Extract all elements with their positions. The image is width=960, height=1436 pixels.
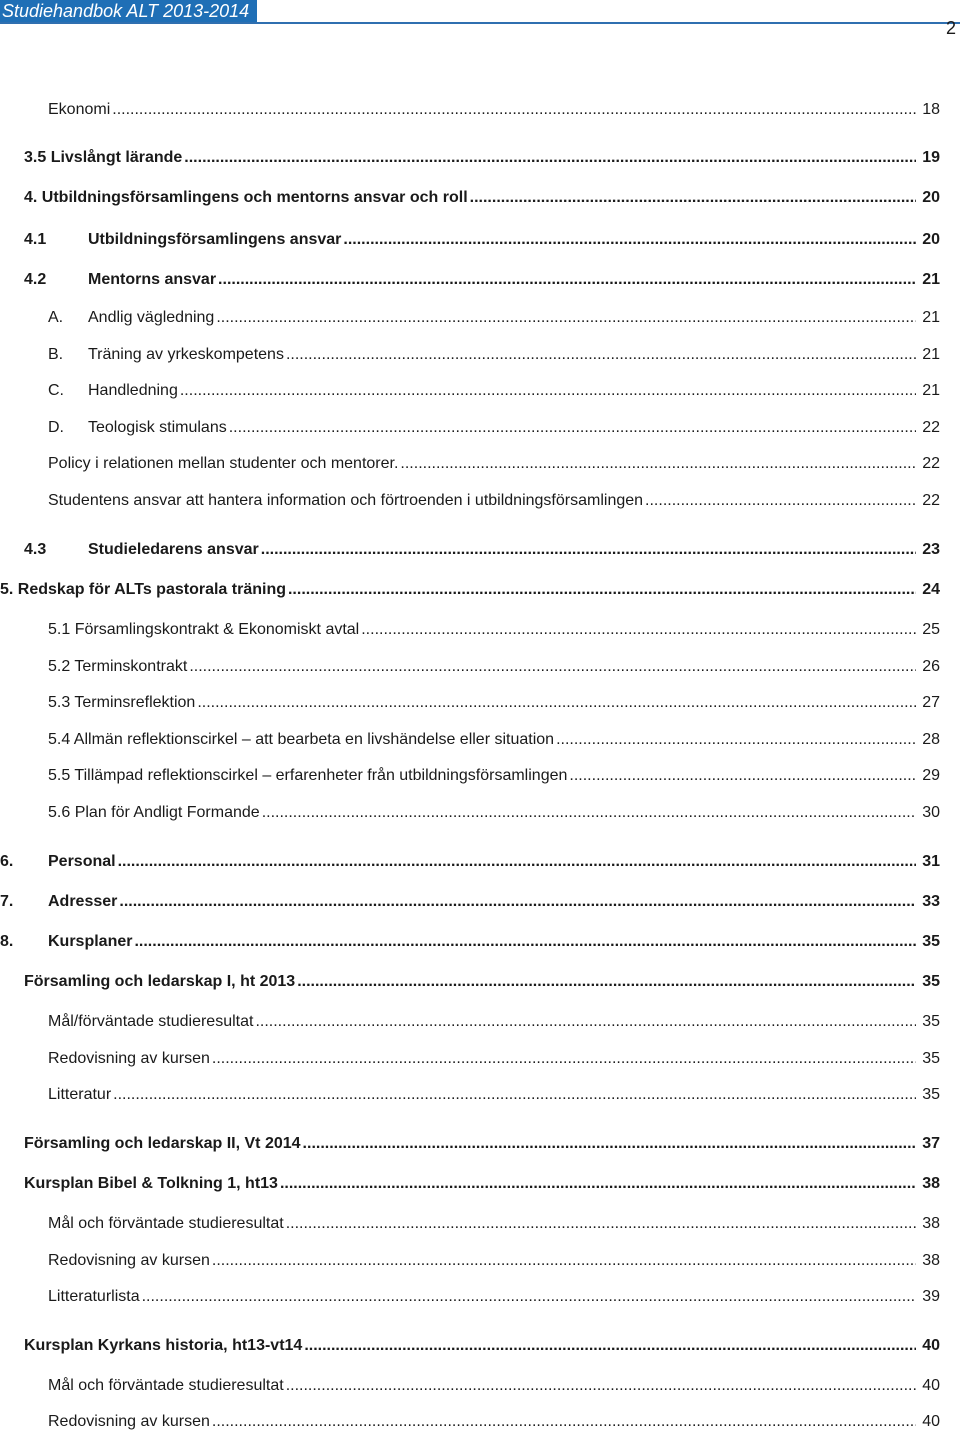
toc-entry-text: Policy i relationen mellan studenter och mentorer. <box>48 455 399 472</box>
toc-entry-text: Litteraturlista <box>48 1288 140 1305</box>
toc-entry-page: 22 <box>922 455 940 472</box>
toc-entry[interactable] <box>0 764 960 788</box>
toc-leader-dots <box>288 578 916 602</box>
toc-entry-page: 21 <box>922 271 940 288</box>
toc-leader-dots <box>286 343 916 367</box>
toc-entry[interactable] <box>0 489 960 513</box>
toc-leader-dots <box>361 618 916 642</box>
toc-entry-page: 30 <box>922 804 940 821</box>
toc-entry-text: Kursplan Kyrkans historia, ht13-vt14 <box>24 1337 303 1354</box>
toc-entry-number: 4.1 <box>24 231 47 248</box>
toc-entry-page: 20 <box>922 189 940 206</box>
toc-entry[interactable] <box>0 1132 960 1156</box>
page-number: 2 <box>945 18 956 38</box>
toc-entry-page: 29 <box>922 767 940 784</box>
toc-entry[interactable] <box>0 618 960 642</box>
toc-entry-text: Andlig vägledning <box>88 309 215 326</box>
toc-entry[interactable] <box>0 655 960 679</box>
toc-leader-dots <box>280 1172 916 1196</box>
running-header <box>0 0 960 40</box>
toc-entry-text: Personal <box>48 853 116 870</box>
toc-entry-number: 7. <box>0 893 14 910</box>
toc-entry[interactable] <box>0 1374 960 1398</box>
header-rule <box>0 22 960 24</box>
toc-entry-text: Ekonomi <box>48 101 111 118</box>
toc-leader-dots <box>197 691 916 715</box>
toc-leader-dots <box>184 146 916 170</box>
toc-entry[interactable] <box>0 268 960 292</box>
toc-leader-dots <box>212 1249 916 1273</box>
toc-entry-text: Redovisning av kursen <box>48 1252 210 1269</box>
toc-entry[interactable] <box>0 343 960 367</box>
toc-entry-text: Redovisning av kursen <box>48 1050 210 1067</box>
toc-leader-dots <box>113 1083 916 1107</box>
toc-entry-number: C. <box>48 382 64 399</box>
toc-entry[interactable] <box>0 728 960 752</box>
toc-leader-dots <box>297 970 916 994</box>
toc-entry[interactable] <box>0 890 960 914</box>
toc-entry[interactable] <box>0 146 960 170</box>
toc-leader-dots <box>216 306 916 330</box>
toc-entry[interactable] <box>0 98 960 122</box>
toc-leader-dots <box>470 186 916 210</box>
toc-leader-dots <box>212 1410 916 1434</box>
toc-entry-page: 19 <box>922 149 940 166</box>
toc-entry-page: 31 <box>922 853 940 870</box>
toc-entry-text: Litteratur <box>48 1086 112 1103</box>
toc-entry-page: 21 <box>922 346 940 363</box>
toc-entry-page: 23 <box>922 541 940 558</box>
toc-leader-dots <box>556 728 916 752</box>
toc-entry[interactable] <box>0 1010 960 1034</box>
toc-entry[interactable] <box>0 1334 960 1358</box>
toc-leader-dots <box>180 379 916 403</box>
toc-entry-page: 27 <box>922 694 940 711</box>
toc-entry-text: Församling och ledarskap II, Vt 2014 <box>24 1135 301 1152</box>
toc-entry-page: 37 <box>922 1135 940 1152</box>
toc-leader-dots <box>255 1010 916 1034</box>
toc-leader-dots <box>645 489 916 513</box>
toc-entry-number: B. <box>48 346 64 363</box>
toc-entry-text: 5.3 Terminsreflektion <box>48 694 196 711</box>
toc-entry[interactable] <box>0 1083 960 1107</box>
toc-entry-page: 28 <box>922 731 940 748</box>
toc-entry-text: Handledning <box>88 382 178 399</box>
toc-leader-dots <box>229 416 916 440</box>
toc-entry-number: 6. <box>0 853 14 870</box>
toc-leader-dots <box>286 1374 916 1398</box>
toc-entry-page: 25 <box>922 621 940 638</box>
toc-entry[interactable] <box>0 1285 960 1309</box>
toc-entry-number: A. <box>48 309 64 326</box>
toc-leader-dots <box>112 98 916 122</box>
toc-entry-text: Teologisk stimulans <box>88 419 227 436</box>
toc-entry-number: 4.2 <box>24 271 47 288</box>
toc-entry-text: 3.5 Livslångt lärande <box>24 149 183 166</box>
toc-entry[interactable] <box>0 930 960 954</box>
toc-entry[interactable] <box>0 970 960 994</box>
toc-leader-dots <box>119 890 916 914</box>
toc-entry[interactable] <box>0 691 960 715</box>
toc-entry-page: 35 <box>922 973 940 990</box>
toc-entry-page: 35 <box>922 1086 940 1103</box>
toc-entry-number: 8. <box>0 933 14 950</box>
toc-leader-dots <box>261 538 916 562</box>
toc-entry[interactable] <box>0 538 960 562</box>
toc-leader-dots <box>304 1334 916 1358</box>
toc-entry[interactable] <box>0 1047 960 1071</box>
toc-leader-dots <box>218 268 916 292</box>
toc-entry-page: 18 <box>922 101 940 118</box>
toc-leader-dots <box>189 655 916 679</box>
toc-entry-page: 22 <box>922 419 940 436</box>
toc-entry-text: Mål och förväntade studieresultat <box>48 1377 284 1394</box>
toc-leader-dots <box>118 850 916 874</box>
toc-entry-page: 38 <box>922 1252 940 1269</box>
toc-entry[interactable] <box>0 186 960 210</box>
toc-entry[interactable] <box>0 850 960 874</box>
toc-entry-page: 35 <box>922 933 940 950</box>
toc-entry[interactable] <box>0 228 960 252</box>
toc-entry-page: 40 <box>922 1377 940 1394</box>
toc-entry-text: Träning av yrkeskompetens <box>88 346 284 363</box>
toc-entry-text: Församling och ledarskap I, ht 2013 <box>24 973 296 990</box>
toc-leader-dots <box>569 764 916 788</box>
toc-entry-page: 38 <box>922 1175 940 1192</box>
toc-entry-page: 33 <box>922 893 940 910</box>
toc-entry-text: Studentens ansvar att hantera information och förtroenden i utbildningsförsamlingen <box>48 492 644 509</box>
toc-entry-text: Mål och förväntade studieresultat <box>48 1215 284 1232</box>
toc-entry[interactable] <box>0 801 960 825</box>
toc-leader-dots <box>134 930 916 954</box>
toc-entry-text: 5. Redskap för ALTs pastorala träning <box>0 581 286 598</box>
toc-leader-dots <box>343 228 916 252</box>
toc-entry-page: 40 <box>922 1413 940 1430</box>
toc-entry-number: 4.3 <box>24 541 47 558</box>
toc-leader-dots <box>400 452 916 476</box>
toc-entry-page: 24 <box>922 581 940 598</box>
toc-entry-text: 5.5 Tillämpad reflektionscirkel – erfarenheter från utbildningsförsamlingen <box>48 767 568 784</box>
toc-entry-page: 38 <box>922 1215 940 1232</box>
toc-entry[interactable] <box>0 578 960 602</box>
toc-entry[interactable] <box>0 1212 960 1236</box>
toc-entry-text: Redovisning av kursen <box>48 1413 210 1430</box>
toc-entry-text: Adresser <box>48 893 118 910</box>
document-title: Studiehandbok ALT 2013-2014 <box>0 0 257 22</box>
toc-entry-text: 4. Utbildningsförsamlingens och mentorns ansvar och roll <box>24 189 468 206</box>
toc-entry-page: 39 <box>922 1288 940 1305</box>
toc-entry[interactable] <box>0 452 960 476</box>
toc-entry[interactable] <box>0 1172 960 1196</box>
toc-leader-dots <box>286 1212 916 1236</box>
toc-entry-text: Utbildningsförsamlingens ansvar <box>88 231 342 248</box>
toc-entry-page: 35 <box>922 1050 940 1067</box>
toc-entry-text: 5.2 Terminskontrakt <box>48 658 188 675</box>
toc-entry-number: D. <box>48 419 64 436</box>
toc-entry-page: 35 <box>922 1013 940 1030</box>
toc-entry[interactable] <box>0 1249 960 1273</box>
toc-entry-page: 21 <box>922 309 940 326</box>
toc-entry-page: 20 <box>922 231 940 248</box>
toc-entry-text: Mål/förväntade studieresultat <box>48 1013 254 1030</box>
toc-entry-text: Mentorns ansvar <box>88 271 217 288</box>
toc-entry-page: 22 <box>922 492 940 509</box>
toc-entry-text: Kursplaner <box>48 933 133 950</box>
toc-entry-page: 40 <box>922 1337 940 1354</box>
toc-entry-page: 26 <box>922 658 940 675</box>
toc-entry-text: Studieledarens ansvar <box>88 541 259 558</box>
toc-leader-dots <box>262 801 916 825</box>
toc-entry[interactable] <box>0 1410 960 1434</box>
toc-entry-text: Kursplan Bibel & Tolkning 1, ht13 <box>24 1175 278 1192</box>
toc-entry-text: 5.6 Plan för Andligt Formande <box>48 804 260 821</box>
toc-entry[interactable] <box>0 416 960 440</box>
toc-entry[interactable] <box>0 379 960 403</box>
toc-entry-text: 5.4 Allmän reflektionscirkel – att bearbeta en livshändelse eller situation <box>48 731 555 748</box>
toc-entry-page: 21 <box>922 382 940 399</box>
toc-entry-text: 5.1 Församlingskontrakt & Ekonomiskt avtal <box>48 621 360 638</box>
toc-leader-dots <box>212 1047 916 1071</box>
toc-leader-dots <box>303 1132 916 1156</box>
toc-leader-dots <box>142 1285 916 1309</box>
toc-entry[interactable] <box>0 306 960 330</box>
